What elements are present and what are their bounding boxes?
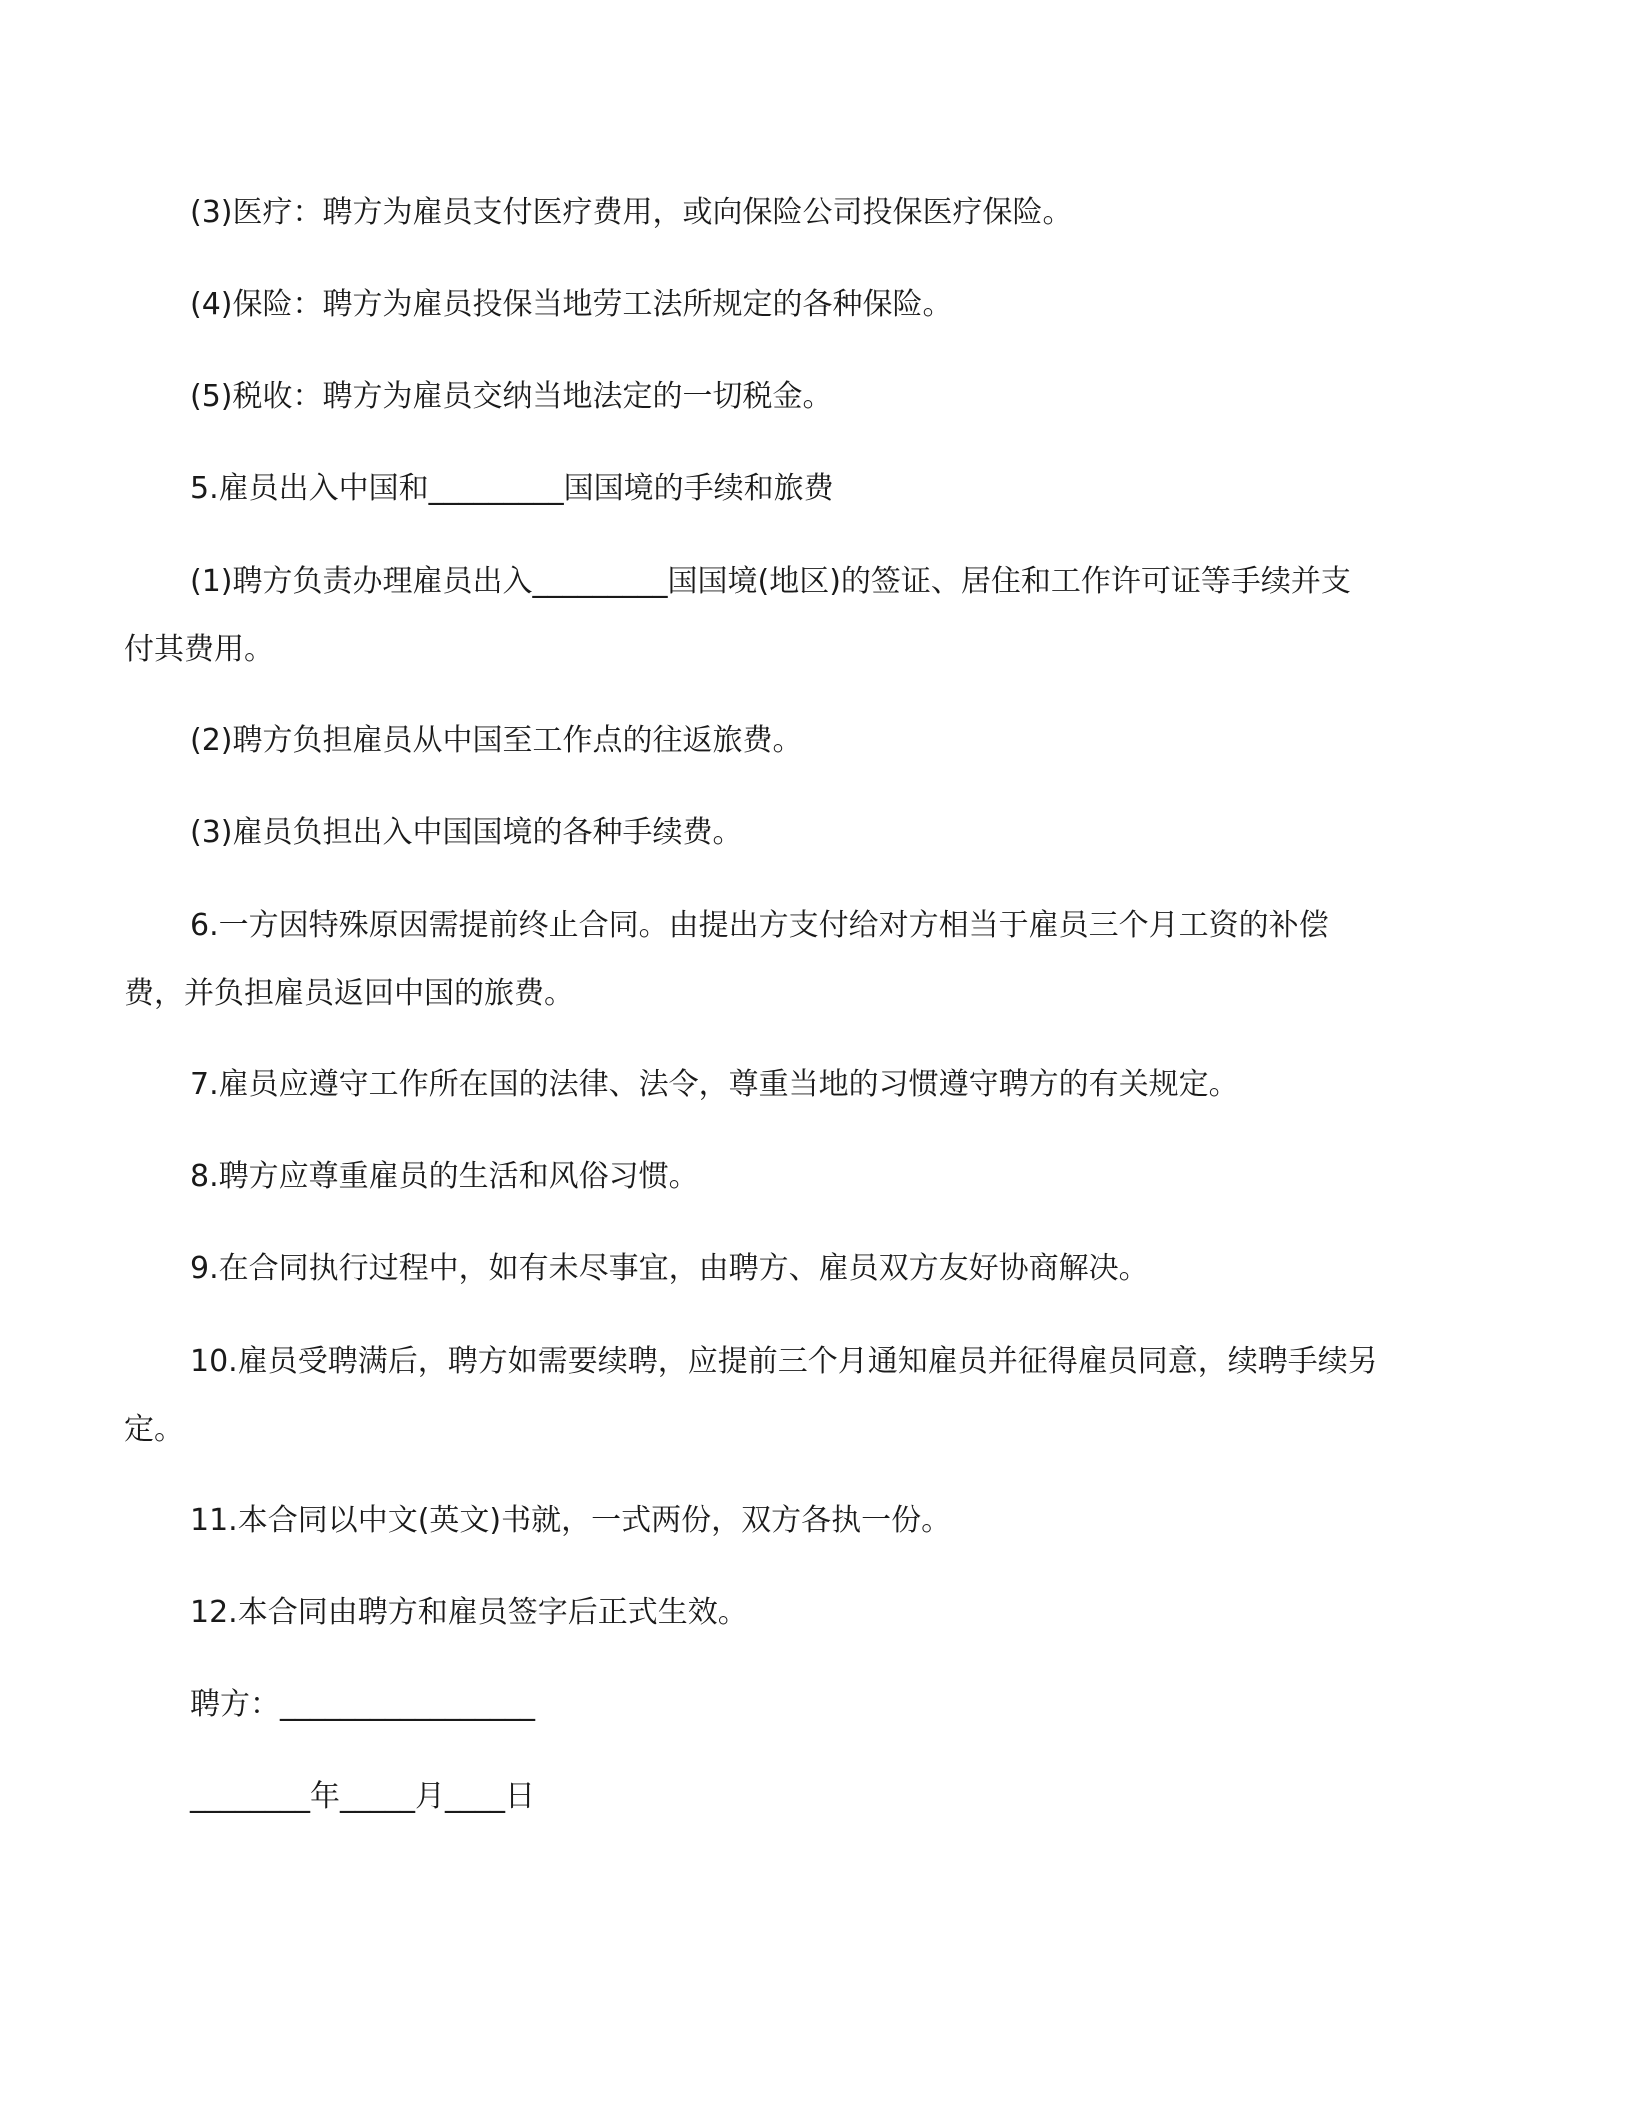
paragraph-clause-9: 9.在合同执行过程中，如有未尽事宜，由聘方、雇员双方友好协商解决。 <box>190 1251 1149 1286</box>
paragraph-clause-11: 11.本合同以中文(英文)书就，一式两份，双方各执一份。 <box>190 1503 952 1538</box>
paragraph-visa: (1)聘方负责办理雇员出入_________国国境(地区)的签证、居住和工作许可证等手续并支付其费用。 <box>124 564 1351 667</box>
paragraph-clause-12: 12.本合同由聘方和雇员签字后正式生效。 <box>190 1595 748 1630</box>
paragraph-clause-10: 10.雇员受聘满后，聘方如需要续聘，应提前三个月通知雇员并征得雇员同意，续聘手续另定。 <box>124 1344 1378 1447</box>
paragraph-clause-7: 7.雇员应遵守工作所在国的法律、法令，尊重当地的习惯遵守聘方的有关规定。 <box>190 1067 1239 1102</box>
paragraph-clause-5: 5.雇员出入中国和_________国国境的手续和旅费 <box>190 471 834 506</box>
paragraph-clause-8: 8.聘方应尊重雇员的生活和风俗习惯。 <box>190 1159 699 1194</box>
paragraph-insurance: (4)保险：聘方为雇员投保当地劳工法所规定的各种保险。 <box>190 287 953 322</box>
signature-employer: 聘方：_________________ <box>190 1687 535 1722</box>
paragraph-tax: (5)税收：聘方为雇员交纳当地法定的一切税金。 <box>190 379 833 414</box>
paragraph-fees: (3)雇员负担出入中国国境的各种手续费。 <box>190 815 743 850</box>
paragraph-travel-cost: (2)聘方负担雇员从中国至工作点的往返旅费。 <box>190 723 803 758</box>
paragraph-medical: (3)医疗：聘方为雇员支付医疗费用，或向保险公司投保医疗保险。 <box>190 195 1073 230</box>
paragraph-clause-6: 6.一方因特殊原因需提前终止合同。由提出方支付给对方相当于雇员三个月工资的补偿费，并负担雇员返回中国的旅费。 <box>124 908 1329 1011</box>
signature-date: ________年_____月____日 <box>190 1779 535 1814</box>
